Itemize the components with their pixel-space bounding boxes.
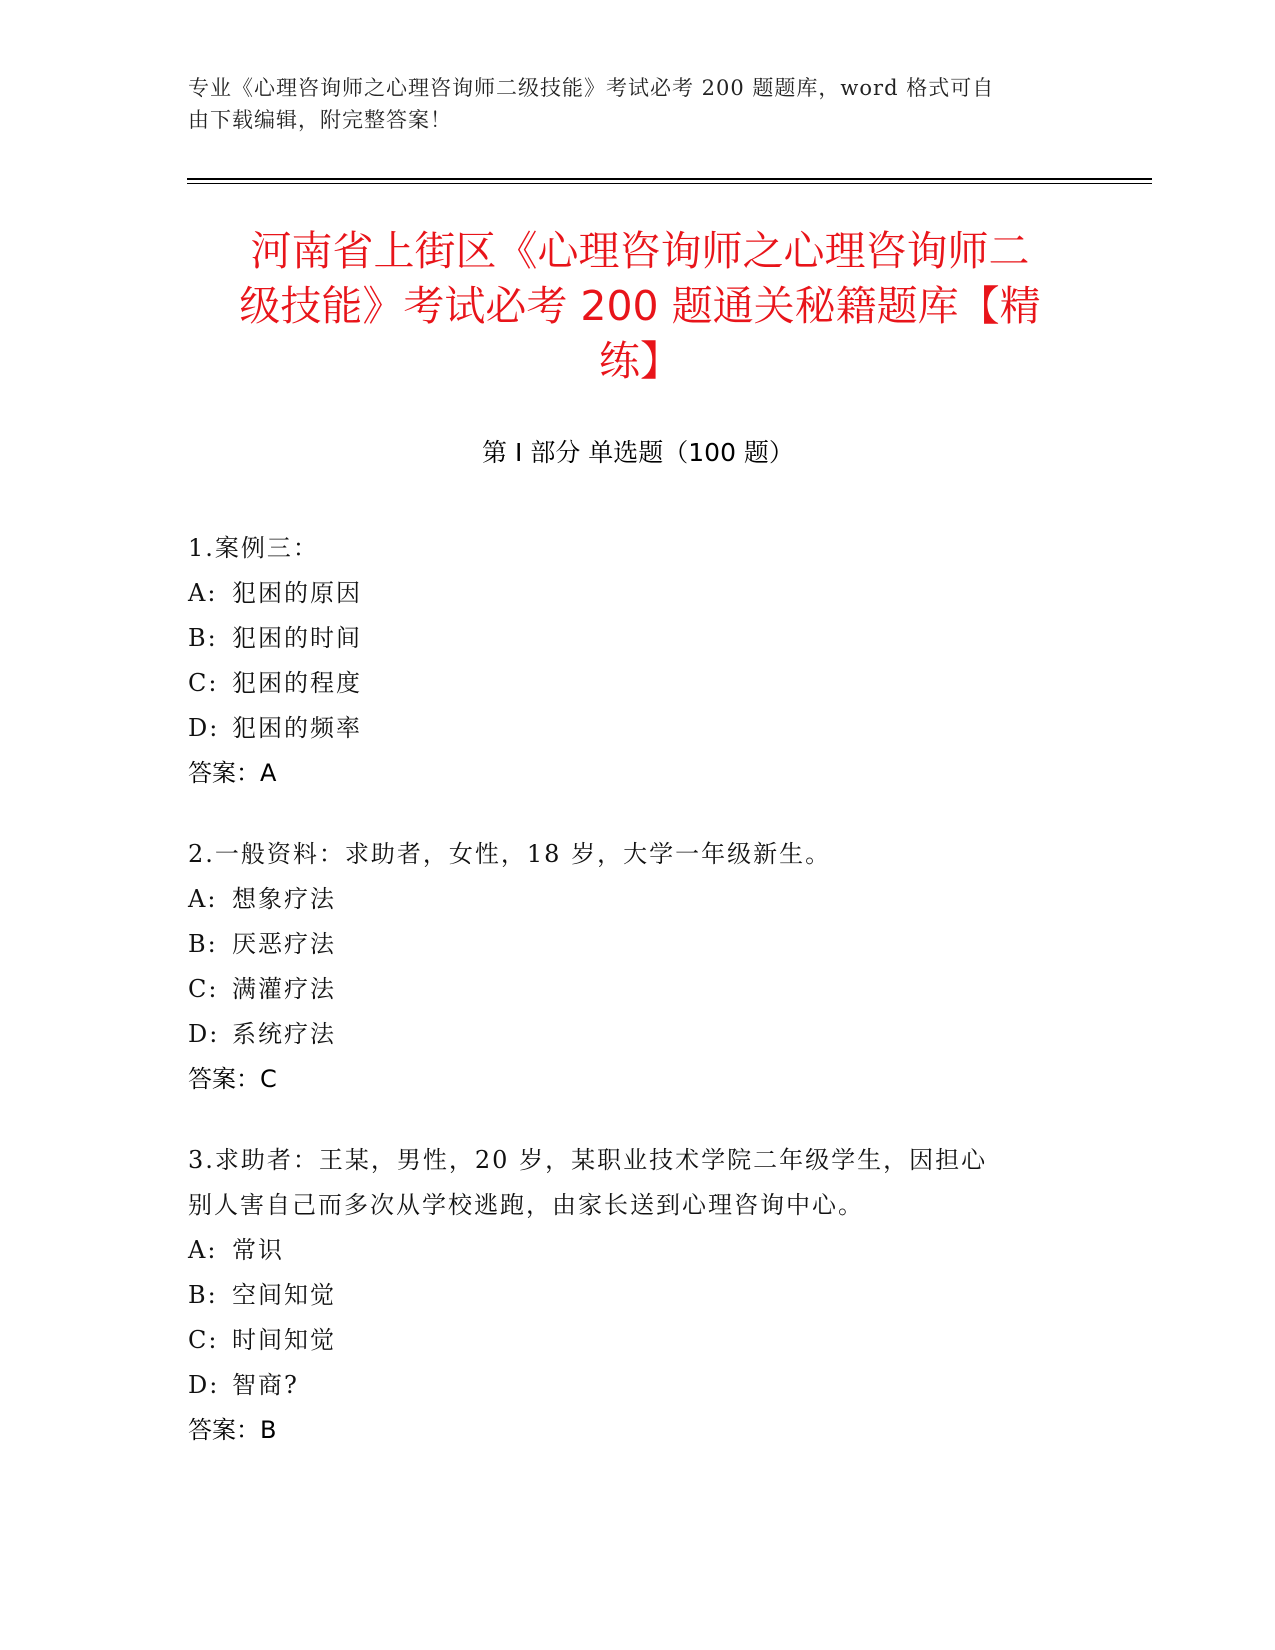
document-title-line-2: 级技能》考试必考 200 题通关秘籍题库【精 — [239, 282, 1041, 330]
option-a — [188, 1228, 1068, 1273]
option-text: 系统疗法 — [232, 1020, 336, 1048]
option-letter: A: — [188, 885, 218, 913]
option-d — [188, 1363, 1068, 1408]
answer: 答案：C — [188, 1065, 277, 1093]
option-text: 厌恶疗法 — [232, 930, 336, 958]
option-text: 智商? — [232, 1371, 299, 1399]
answer: 答案：B — [188, 1416, 277, 1444]
option-b — [188, 616, 1068, 661]
section-title: 第 I 部分 单选题（100 题） — [482, 438, 794, 467]
option-letter: C: — [188, 1326, 219, 1354]
document-title-line-3: 练】 — [599, 337, 681, 385]
option-text: 时间知觉 — [232, 1326, 336, 1354]
header-note — [188, 72, 1068, 136]
option-a — [188, 571, 1068, 616]
option-letter: B: — [188, 930, 218, 958]
option-c — [188, 661, 1068, 706]
question-stem: 1.案例三： — [188, 534, 319, 562]
option-c — [188, 967, 1068, 1012]
answer: 答案：A — [188, 759, 277, 787]
option-letter: C: — [188, 975, 219, 1003]
question-stem-continued: 别人害自己而多次从学校逃跑，由家长送到心理咨询中心。 — [188, 1191, 864, 1219]
option-a — [188, 877, 1068, 922]
option-d — [188, 706, 1068, 751]
option-d — [188, 1012, 1068, 1057]
option-letter: B: — [188, 1281, 218, 1309]
option-text: 犯困的时间 — [232, 624, 362, 652]
header-note-line-1: 专业《心理咨询师之心理咨询师二级技能》考试必考 200 题题库，word 格式可自 — [188, 76, 995, 100]
option-letter: A: — [188, 579, 218, 607]
option-letter: A: — [188, 1236, 218, 1264]
option-letter: D: — [188, 1371, 220, 1399]
option-letter: D: — [188, 1020, 220, 1048]
option-letter: B: — [188, 624, 218, 652]
question-2 — [188, 832, 1068, 1102]
option-text: 满灌疗法 — [232, 975, 336, 1003]
header-divider-thin — [187, 183, 1152, 184]
question-1 — [188, 526, 1068, 796]
document-title-line-1: 河南省上街区《心理咨询师之心理咨询师二 — [250, 227, 1030, 275]
question-stem: 3.求助者：王某，男性，20 岁，某职业技术学院二年级学生，因担心 — [188, 1146, 988, 1174]
option-text: 想象疗法 — [232, 885, 336, 913]
option-letter: C: — [188, 669, 219, 697]
option-text: 犯困的程度 — [232, 669, 362, 697]
question-list — [188, 526, 1068, 1489]
option-text: 犯困的频率 — [232, 714, 362, 742]
option-c — [188, 1318, 1068, 1363]
option-text: 犯困的原因 — [232, 579, 362, 607]
document-title — [190, 224, 1090, 389]
question-3 — [188, 1138, 1068, 1453]
option-text: 空间知觉 — [232, 1281, 336, 1309]
option-letter: D: — [188, 714, 220, 742]
header-note-line-2: 由下载编辑，附完整答案！ — [188, 108, 452, 132]
option-b — [188, 922, 1068, 967]
header-divider-thick — [187, 178, 1152, 180]
option-text: 常识 — [232, 1236, 284, 1264]
option-b — [188, 1273, 1068, 1318]
question-stem: 2.一般资料：求助者，女性，18 岁，大学一年级新生。 — [188, 840, 832, 868]
